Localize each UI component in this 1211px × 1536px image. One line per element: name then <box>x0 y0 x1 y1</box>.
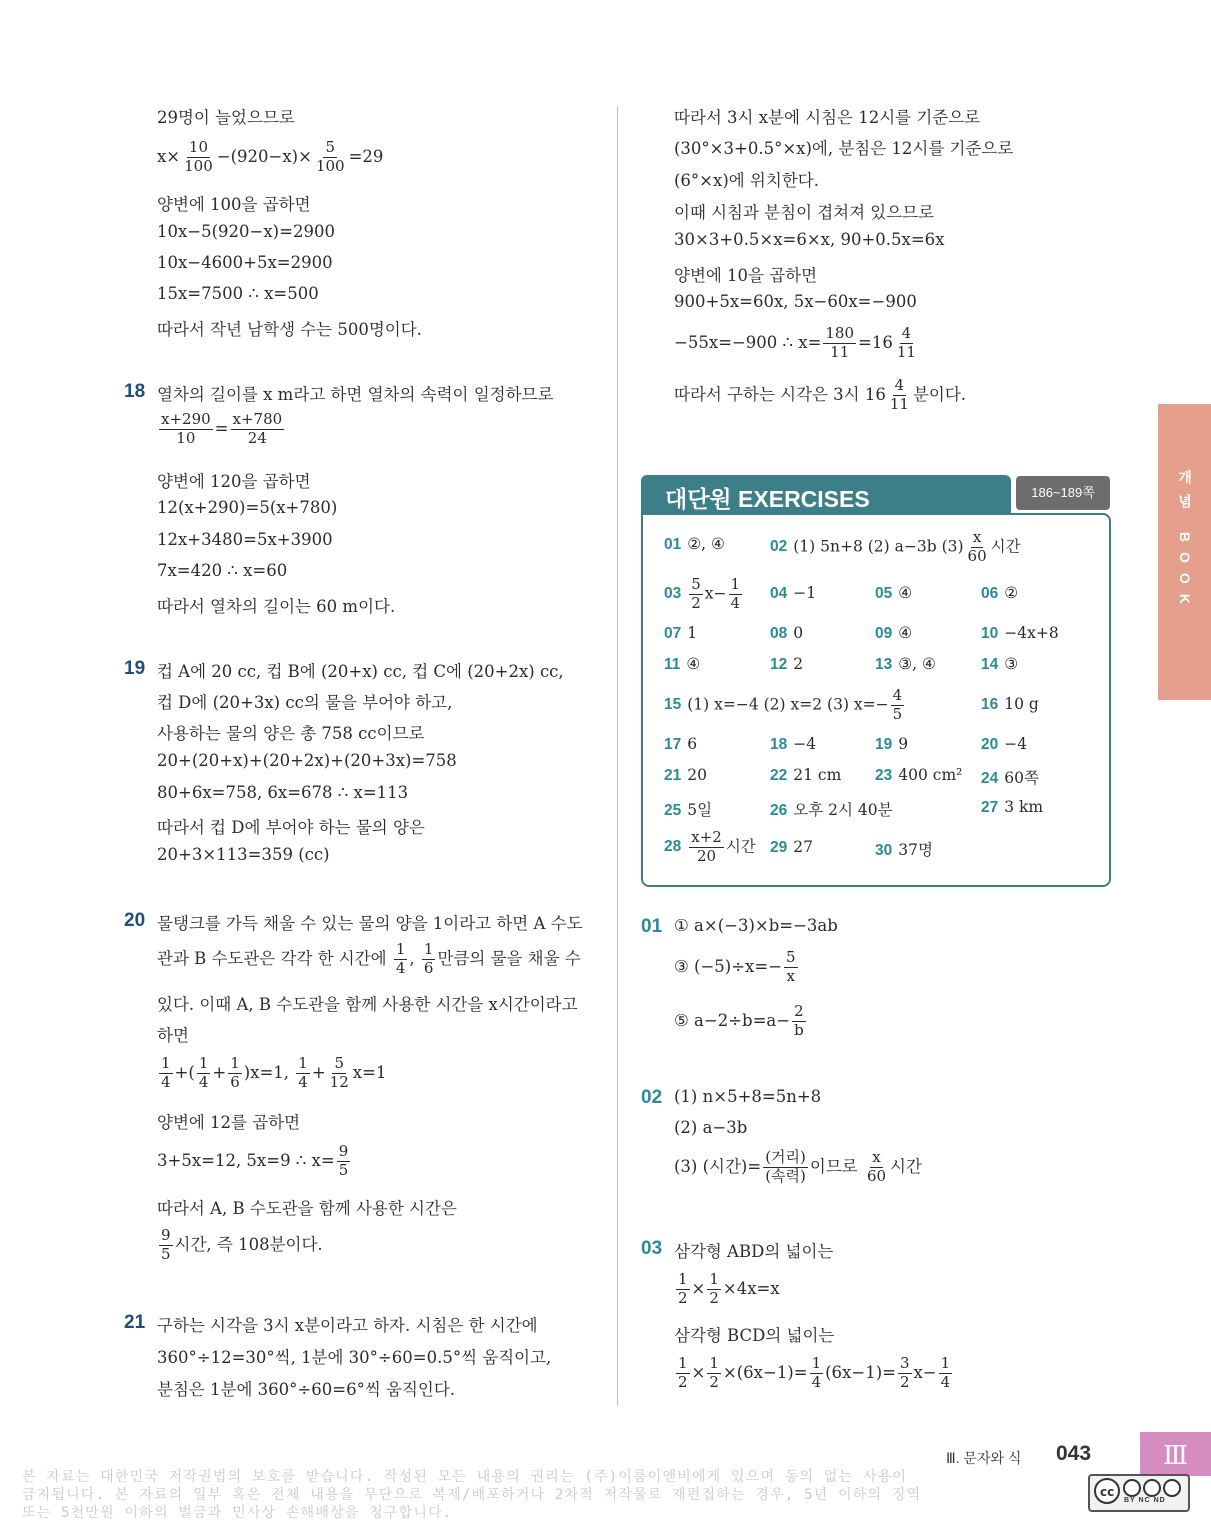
answer-15: 15 (1) x=−4 (2) x=2 (3) x=− $\frac{4}{5}$ <box>664 686 903 723</box>
intro-line-4: 10x−5(920−x)=2900 <box>157 222 335 241</box>
p20-equation: $\frac{1}{4}$ +( $\frac{1}{4}$ + $\frac{1}{6}$ )x=1, $\frac{1}{4}$ + $\frac{5}{12}$ x=1 <box>161 1054 387 1091</box>
copyright-notice-line-2: 금지됩니다. 본 자료의 일부 혹은 전체 내용을 무단으로 복제/배포하거나 2차적 저작물로 재편집하는 경우, 5년 이하의 징역 <box>22 1487 922 1503</box>
answer-30: 30 37명 <box>875 841 933 859</box>
chapter-tab: Ⅲ <box>1140 1432 1211 1476</box>
p18-line-1: 열차의 길이를 x m라고 하면 열차의 속력이 일정하므로 <box>157 385 554 404</box>
p19-line-5: 80+6x=758, 6x=678 ∴ x=113 <box>157 783 409 802</box>
p18-line-3: 양변에 120을 곱하면 <box>157 472 311 491</box>
p20-line-4: 하면 <box>157 1026 189 1045</box>
column-divider <box>617 106 618 1406</box>
answer-11: 11 ④ <box>664 655 701 673</box>
p20-line-7: 3+5x=12, 5x=9 ∴ x= $\frac{9}{5}$ <box>157 1142 349 1179</box>
intro-line-1: 29명이 늘었으므로 <box>157 108 295 127</box>
problem-18-number: 18 <box>124 381 146 402</box>
answer-16: 16 10 g <box>981 695 1039 713</box>
answer-02: 02 (1) 5n+8 (2) a−3b (3) $\frac{x}{60}$ 시간 <box>770 528 1021 565</box>
p20-line-6: 양변에 12를 곱하면 <box>157 1113 301 1132</box>
p18-line-6: 7x=420 ∴ x=60 <box>157 561 288 580</box>
cont-line-3: (6°×x)에 위치한다. <box>674 171 819 190</box>
p19-line-1: 컵 A에 20 cc, 컵 B에 (20+x) cc, 컵 C에 (20+2x) cc, <box>157 662 564 681</box>
p21-line-2: 360°÷12=30°씩, 1분에 30°÷60=0.5°씩 움직이고, <box>157 1348 552 1367</box>
s02-line-1: (1) n×5+8=5n+8 <box>674 1087 822 1106</box>
answer-18: 18 −4 <box>770 735 817 753</box>
p20-line-2: 관과 B 수도관은 각각 한 시간에 $\frac{1}{4}$ , $\frac{1}{6}$ 만큼의 물을 채울 수 <box>157 940 581 977</box>
p20-line-1: 물탱크를 가득 채울 수 있는 물의 양을 1이라고 하면 A 수도 <box>157 914 583 933</box>
answer-22: 22 21 cm <box>770 766 842 784</box>
intro-line-6: 15x=7500 ∴ x=500 <box>157 284 319 303</box>
answer-07: 07 1 <box>664 624 698 642</box>
answer-26: 26 오후 2시 40분 <box>770 801 893 819</box>
cont-line-5: 30×3+0.5×x=6×x, 90+0.5x=6x <box>674 230 945 249</box>
intro-equation: x× $\frac{10}{100}$ −(920−x)× $\frac{5}{100}$ =29 <box>157 138 384 175</box>
problem-19-number: 19 <box>124 658 146 679</box>
p18-equation: $\frac{x+290}{10}$ = $\frac{x+780}{24}$ <box>161 410 283 447</box>
cont-line-1: 따라서 3시 x분에 시침은 12시를 기준으로 <box>674 108 981 127</box>
intro-line-3: 양변에 100을 곱하면 <box>157 195 311 214</box>
p18-line-7: 따라서 열차의 길이는 60 m이다. <box>157 597 396 616</box>
cont-line-6: 양변에 10을 곱하면 <box>674 266 818 285</box>
s01-line-3: ⑤ a−2÷b=a− $\frac{2}{b}$ <box>674 1002 804 1039</box>
svg-text:cc: cc <box>1100 1485 1115 1499</box>
answer-28: 28 $\frac{x+2}{20}$ 시간 <box>664 828 756 865</box>
p21-line-1: 구하는 시각을 3시 x분이라고 하자. 시침은 한 시간에 <box>157 1316 538 1335</box>
s03-line-2: $\frac{1}{2}$ × $\frac{1}{2}$ ×4x=x <box>678 1270 780 1307</box>
intro-line-5: 10x−4600+5x=2900 <box>157 253 333 272</box>
cont-line-8: −55x=−900 ∴ x= $\frac{180}{11}$ =16 $\frac{4}{11}$ <box>674 324 916 361</box>
answer-13: 13 ③, ④ <box>875 655 936 673</box>
p19-line-2: 컵 D에 (20+3x) cc의 물을 부어야 하고, <box>157 693 453 712</box>
p21-line-3: 분침은 1분에 360°÷60=6°씩 움직인다. <box>157 1380 456 1399</box>
answer-12: 12 2 <box>770 655 804 673</box>
answer-01: 01 ②, ④ <box>664 535 725 553</box>
copyright-notice-line-1: 본 자료는 대한민국 저작권법의 보호를 받습니다. 작성된 모든 내용의 권리는 (주)이룸이앤비에게 있으며 동의 없는 사용이 <box>22 1469 908 1485</box>
answer-27: 27 3 km <box>981 798 1044 816</box>
answer-05: 05 ④ <box>875 584 913 602</box>
s01-line-2: ③ (−5)÷x=− $\frac{5}{x}$ <box>674 948 796 985</box>
s02-line-3: (3) (시간)= $\frac{\text{(거리)}}{\text{(속력)}}$ 이므로 $\frac{x}{60}$ 시간 <box>674 1148 922 1185</box>
p20-line-9: $\frac{9}{5}$ 시간, 즉 108분이다. <box>161 1226 323 1263</box>
cc-license-label: BY NC ND <box>1124 1497 1166 1504</box>
answer-29: 29 27 <box>770 838 813 856</box>
answer-03: 03 $\frac{5}{2}$ x− $\frac{1}{4}$ <box>664 575 741 612</box>
exercises-title: 대단원 EXERCISES <box>665 486 870 512</box>
exercises-pages-badge: 186~189쪽 <box>1016 476 1110 510</box>
p18-line-4: 12(x+290)=5(x+780) <box>157 498 338 517</box>
answer-14: 14 ③ <box>981 655 1019 673</box>
answer-08: 08 0 <box>770 624 804 642</box>
solution-01-number: 01 <box>641 916 663 937</box>
answer-24: 24 60쪽 <box>981 769 1039 787</box>
p20-line-8: 따라서 A, B 수도관을 함께 사용한 시간은 <box>157 1199 457 1218</box>
answer-04: 04 −1 <box>770 584 817 602</box>
answer-09: 09 ④ <box>875 624 913 642</box>
page-number: 043 <box>1056 1442 1092 1465</box>
footer-chapter-title: Ⅲ. 문자와 식 <box>946 1450 1022 1466</box>
s02-line-2: (2) a−3b <box>674 1118 748 1137</box>
answer-21: 21 20 <box>664 766 707 784</box>
p19-line-6: 따라서 컵 D에 부어야 하는 물의 양은 <box>157 818 425 837</box>
answer-06: 06 ② <box>981 584 1019 602</box>
p19-line-3: 사용하는 물의 양은 총 758 cc이므로 <box>157 724 425 743</box>
solution-02-number: 02 <box>641 1087 663 1108</box>
answer-23: 23 400 cm² <box>875 766 963 784</box>
problem-20-number: 20 <box>124 910 146 931</box>
cont-line-7: 900+5x=60x, 5x−60x=−900 <box>674 292 917 311</box>
answer-17: 17 6 <box>664 735 698 753</box>
p19-line-7: 20+3×113=359 (cc) <box>157 845 330 864</box>
cont-line-2: (30°×3+0.5°×x)에, 분침은 12시를 기준으로 <box>674 139 1014 158</box>
cont-line-4: 이때 시침과 분침이 겹쳐져 있으므로 <box>674 203 935 222</box>
s03-line-3: 삼각형 BCD의 넓이는 <box>674 1326 835 1345</box>
answer-10: 10 −4x+8 <box>981 624 1059 642</box>
s01-line-1: ① a×(−3)×b=−3ab <box>674 916 838 935</box>
cont-line-9: 따라서 구하는 시각은 3시 16 $\frac{4}{11}$ 분이다. <box>674 376 967 413</box>
p18-line-5: 12x+3480=5x+3900 <box>157 530 333 549</box>
p20-line-3: 있다. 이때 A, B 수도관을 함께 사용한 시간을 x시간이라고 <box>157 995 578 1014</box>
p19-line-4: 20+(20+x)+(20+2x)+(20+3x)=758 <box>157 751 457 770</box>
s03-line-4: $\frac{1}{2}$ × $\frac{1}{2}$ ×(6x−1)= $\frac{1}{4}$ (6x−1)= $\frac{3}{2}$ x− $\frac{1}{4}$ <box>678 1354 951 1391</box>
copyright-notice-line-3: 또는 5천만원 이하의 벌금과 민사상 손해배상을 청구합니다. <box>22 1505 453 1521</box>
s03-line-1: 삼각형 ABD의 넓이는 <box>674 1242 834 1261</box>
answer-25: 25 5일 <box>664 801 713 819</box>
solution-03-number: 03 <box>641 1238 663 1259</box>
answer-20: 20 −4 <box>981 735 1028 753</box>
answer-19: 19 9 <box>875 735 909 753</box>
intro-line-7: 따라서 작년 남학생 수는 500명이다. <box>157 320 422 339</box>
problem-21-number: 21 <box>124 1312 146 1333</box>
cc-license-badge <box>1088 1474 1190 1512</box>
cc-license-icon <box>1090 1476 1188 1510</box>
side-tab-label: 개념 BOOK <box>1177 470 1193 614</box>
